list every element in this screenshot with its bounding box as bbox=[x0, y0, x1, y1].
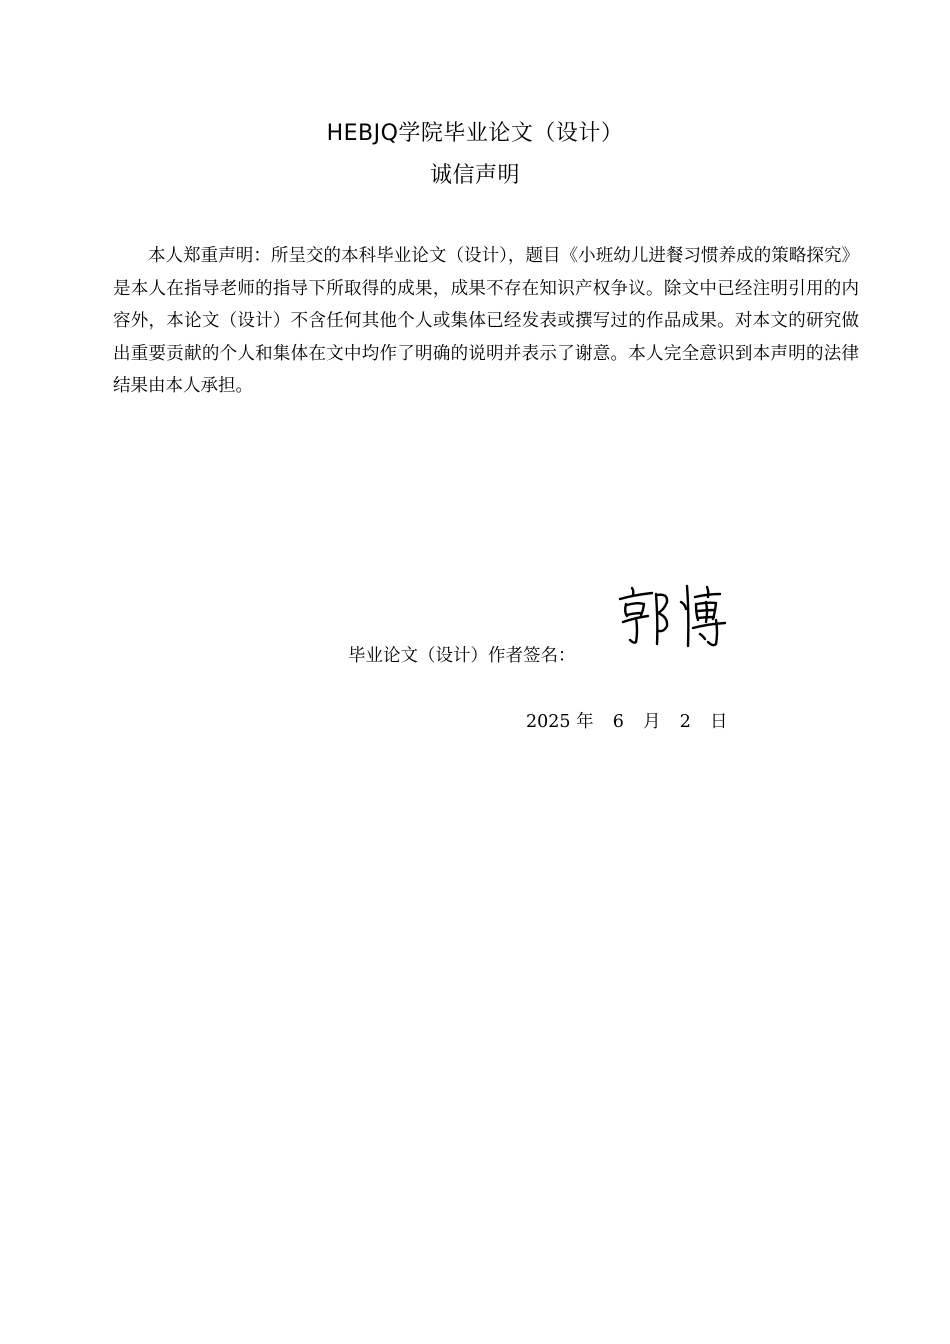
document-subtitle: 诚信声明 bbox=[429, 163, 520, 188]
document-title: HEBJQ学院毕业论文（设计） bbox=[326, 121, 624, 146]
signature-label: 毕业论文（设计）作者签名： bbox=[348, 646, 576, 666]
date-month-unit: 月 bbox=[643, 712, 661, 732]
date-month: 6 bbox=[612, 712, 624, 732]
date-year: 2025 bbox=[526, 712, 571, 732]
date-day: 2 bbox=[679, 712, 691, 732]
handwritten-signature bbox=[612, 582, 736, 652]
signing-date bbox=[526, 708, 728, 733]
integrity-statement: 本人郑重声明：所呈交的本科毕业论文（设计），题目《小班幼儿进餐习惯养成的策略探究》是本人在指导老师的指导下所取得的成果，成果不存在知识产权争议。除文中已经注明引用的内容外，本论文（设计）不含任何其他个人或集体已经发表或撰写过的作品成果。对本文的研究做出重要贡献的个人和集体在文中均作了明确的说明并表示了谢意。本人完全意识到本声明的法律结果由本人承担。 bbox=[113, 246, 859, 396]
date-year-unit: 年 bbox=[576, 712, 594, 732]
date-day-unit: 日 bbox=[710, 712, 728, 732]
